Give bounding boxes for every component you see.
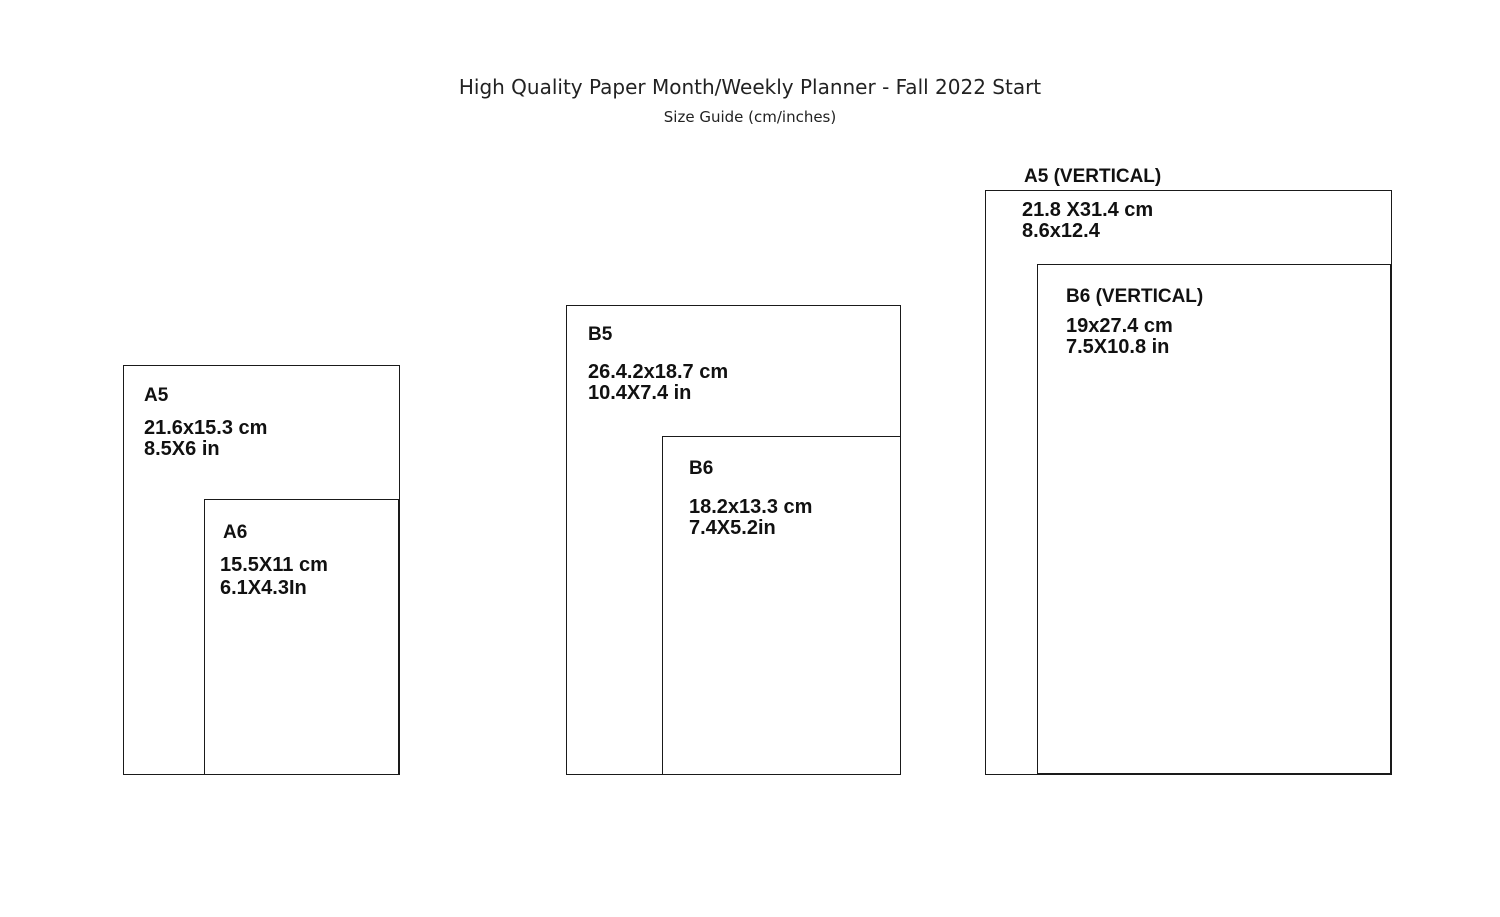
b6-vertical-size-cm: 19x27.4 cm — [1066, 315, 1173, 337]
b6-vertical-size-inches: 7.5X10.8 in — [1066, 336, 1170, 358]
b5-size-cm: 26.4.2x18.7 cm — [588, 361, 729, 383]
a5-vertical-size-cm: 21.8 X31.4 cm — [1022, 199, 1154, 221]
b6-size-box — [662, 436, 901, 775]
page-subtitle: Size Guide (cm/inches) — [663, 108, 837, 126]
a5-vertical-size-name: A5 (VERTICAL) — [1024, 166, 1162, 187]
a5-size-name: A5 — [144, 385, 169, 406]
a5-size-cm: 21.6x15.3 cm — [144, 417, 268, 439]
b5-size-inches: 10.4X7.4 in — [588, 382, 692, 404]
page-title: High Quality Paper Month/Weekly Planner - Fall 2022 Start — [458, 75, 1042, 99]
a6-size-inches: 6.1X4.3In — [220, 577, 307, 599]
b6-size-inches: 7.4X5.2in — [689, 517, 776, 539]
a5-vertical-size-inches: 8.6x12.4 — [1022, 220, 1100, 242]
a6-size-cm: 15.5X11 cm — [220, 554, 328, 576]
b6-size-cm: 18.2x13.3 cm — [689, 496, 813, 518]
b6-size-name: B6 — [689, 458, 714, 479]
a5-size-inches: 8.5X6 in — [144, 438, 220, 460]
a6-size-name: A6 — [223, 522, 248, 543]
b6-vertical-size-name: B6 (VERTICAL) — [1066, 286, 1204, 307]
b5-size-name: B5 — [588, 324, 613, 345]
